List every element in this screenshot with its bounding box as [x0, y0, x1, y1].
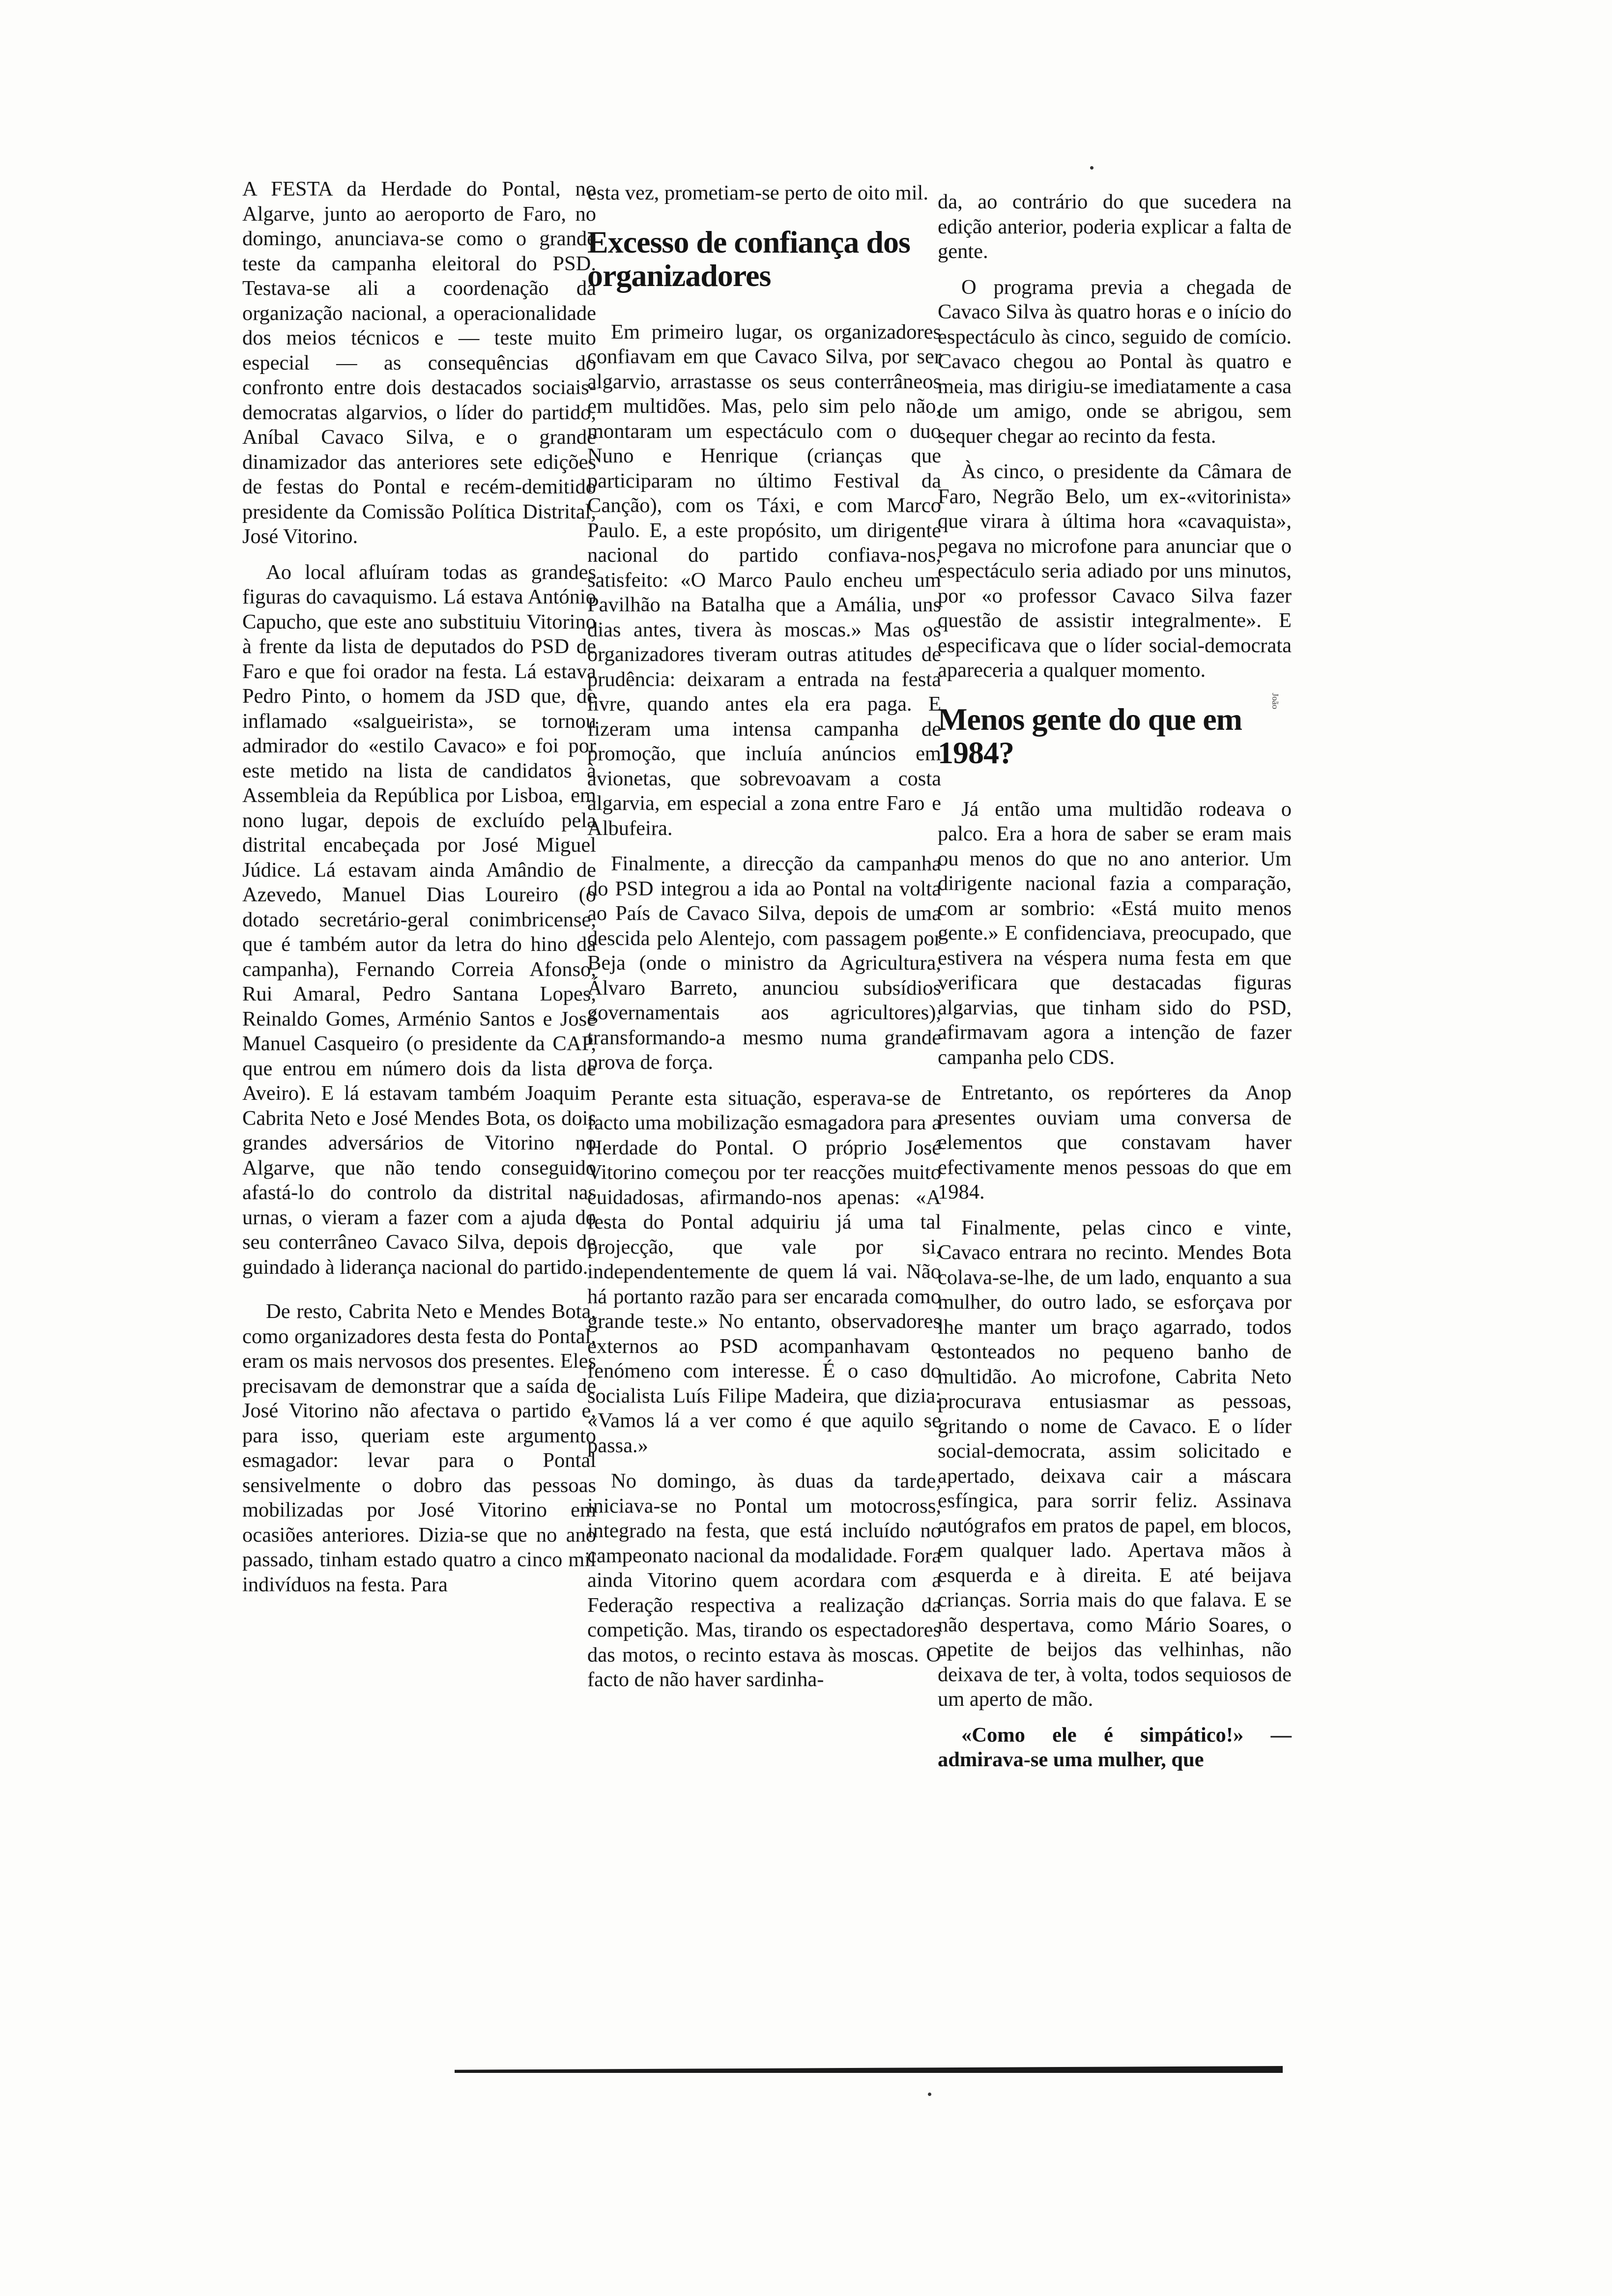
speck: [928, 2093, 931, 2096]
paragraph: Finalmente, pelas cinco e vinte, Cavaco entrara no recinto. Mendes Bota colava-se-lhe, de um lado, enquanto a sua mulher, do outro lado, se esforçava por lhe manter um braço agarrado, todos estonteados no pequeno banho de multidão. Ao microfone, Cabrita Neto procurava entusiasmar as pessoas, gritando o nome de Cavaco. E o líder social-democrata, assim solicitado e apertado, deixava cair a máscara esfíngica, para sorrir feliz. Assinava autógrafos em pratos de papel, em blocos, em qualquer lado. Apertava mãos à esquerda e à direita. E até beijava crianças. Sorria mais do que falava. E se não despertava, como Mário Soares, o apetite de beijos das velhinhas, não deixava de ter, à volta, todos sequiosos de um aperto de mão.: [938, 1216, 1292, 1711]
end-rule: [455, 2066, 1283, 2073]
paragraph: A FESTA da Herdade do Pontal, no Algarve, junto ao aeroporto de Faro, no domingo, anunciava-se como o grande teste da campanha eleitoral do PSD. Testava-se ali a coordenação da organização nacional, a operacionalidade dos meios técnicos e — teste muito especial — as consequências do confronto entre dois destacados sociais-democratas algarvios, o líder do partido, Aníbal Cavaco Silva, e o grande dinamizador das anteriores sete edições de festas do Pontal e recém-demitido presidente da Comissão Política Distrital, José Vitorino.: [242, 177, 596, 548]
section-heading: Menos gente do que em 1984?: [938, 701, 1242, 770]
paragraph: Às cinco, o presidente da Câmara de Faro, Negrão Belo, um ex-«vitorinista» que virara à última hora «cavaquista», pegava no microfone para anunciar que o espectáculo seria adiado por uns minutos, por «o professor Cavaco Silva fazer questão de assistir integralmente». E especificava que o líder social-democrata apareceria a qualquer momento.: [938, 460, 1292, 682]
paragraph: da, ao contrário do que sucedera na edição anterior, poderia explicar a falta de gente.: [938, 190, 1292, 263]
paragraph: Perante esta situação, esperava-se de facto uma mobilização esmagadora para a Herdade do Pontal. O próprio José Vitorino começou por ter reacções muito cuidadosas, afirmando-nos apenas: «A festa do Pontal adquiriu já uma tal projecção, que vale por si, independentemente de quem lá vai. Não há portanto razão para ser encarada como grande teste.» No entanto, observadores externos ao PSD acompanhavam o fenómeno com interesse. É o caso do socialista Luís Filipe Madeira, que dizia: «Vamos lá a ver como é que aquilo se passa.»: [587, 1086, 941, 1457]
paragraph: Entretanto, os repórteres da Anop presentes ouviam uma conversa de elementos que constavam haver efectivamente menos pessoas do que em 1984.: [938, 1081, 1292, 1204]
paragraph: Em primeiro lugar, os organizadores confiavam em que Cavaco Silva, por ser algarvio, arrastasse os seus conterrâneos em multidões. Mas, pelo sim pelo não, montaram um espectáculo com o duo Nuno e Henrique (crianças que participaram no último Festival da Canção), com os Táxi, e com Marco Paulo. E, a este propósito, um dirigente nacional do partido confiava-nos, satisfeito: «O Marco Paulo encheu um Pavilhão na Batalha que a Amália, uns dias antes, tivera às moscas.» Mas os organizadores tiveram outras atitudes de prudência: deixaram a entrada na festa livre, quando antes ela era paga. E fizeram uma intensa campanha de promoção, que incluía anúncios em avionetas, que sobrevoavam a costa algarvia, em especial a zona entre Faro e Albufeira.: [587, 320, 941, 840]
paragraph: De resto, Cabrita Neto e Mendes Bota, como organizadores desta festa do Pontal, eram os mais nervosos dos presentes. Eles precisavam de demonstrar que a saída de José Vitorino não afectava o partido e, para isso, queriam este argumento esmagador: levar para o Pontal sensivelmente o dobro das pessoas mobilizadas por José Vitorino em ocasiões anteriores. Dizia-se que no ano passado, tinham estado quatro a cinco mil indivíduos na festa. Para: [242, 1300, 596, 1596]
paragraph: Finalmente, a direcção da campanha do PSD integrou a ida ao Pontal na volta ao País de Cavaco Silva, depois de uma descida pelo Alentejo, com passagem por Beja (onde o ministro da Agricultura, Álvaro Barreto, anunciou subsídios governamentais aos agricultores), transformando-a mesmo numa grande prova de força.: [587, 852, 941, 1074]
margin-mark: João: [1270, 693, 1280, 709]
speck: [1090, 166, 1094, 170]
column-1: [242, 177, 596, 1608]
paragraph: Já então uma multidão rodeava o palco. Era a hora de saber se eram mais ou menos do que no ano anterior. Um dirigente nacional fazia a comparação, com ar sombrio: «Está muito menos gente.» E confidenciava, preocupado, que estivera na véspera numa festa em que verificara que destacadas figuras algarvias, que tinham sido do PSD, afirmavam agora a intenção de fazer campanha pelo CDS.: [938, 797, 1292, 1069]
paragraph: Ao local afluíram todas as grandes figuras do cavaquismo. Lá estava António Capucho, que este ano substituiu Vitorino à frente da lista de deputados do PSD de Faro e que foi orador na festa. Lá estava Pedro Pinto, o homem da JSD que, de inflamado «salgueirista», se tornou admirador do «estilo Cavaco» e foi por este metido na lista de candidatos à Assembleia da República por Lisboa, em nono lugar, depois de excluído pela distrital encabeçada por José Miguel Júdice. Lá estavam ainda Amândio de Azevedo, Manuel Dias Loureiro (o dotado secretário-geral conimbricense, que é também autor da letra do hino da campanha), Fernando Correia Afonso, Rui Amaral, Pedro Santana Lopes, Reinaldo Gomes, Arménio Santos e José Manuel Casqueiro (o presidente da CAP, que entrou em número dois da lista de Aveiro). E lá estavam também Joaquim Cabrita Neto e José Mendes Bota, os dois grandes adversários de Vitorino no Algarve, que não tendo conseguido afastá-lo do controlo da distrital nas urnas, o vieram a fazer com a ajuda do seu conterrâneo Cavaco Silva, depois de guindado à liderança nacional do partido.: [242, 560, 596, 1279]
column-3: [938, 190, 1292, 1783]
paragraph: esta vez, prometiam-se perto de oito mil.: [587, 181, 928, 204]
column-2: [587, 181, 941, 1703]
section-heading: Excesso de confiança dos organizadores: [587, 224, 910, 293]
paragraph: O programa previa a chegada de Cavaco Silva às quatro horas e o início do espectáculo às cinco, seguido de comício. Cavaco chegou ao Pontal às quatro e meia, mas dirigiu-se imediatamente a casa de um amigo, onde se abrigou, sem sequer chegar ao recinto da festa.: [938, 275, 1292, 448]
paragraph: No domingo, às duas da tarde, iniciava-se no Pontal um motocross, integrado na festa, que está incluído no campeonato nacional da modalidade. Fora ainda Vitorino quem acordara com a Federação respectiva a realização da competição. Mas, tirando os espectadores das motos, o recinto estava às moscas. O facto de não haver sardinha-: [587, 1469, 941, 1691]
paragraph: «Como ele é simpático!» — admirava-se uma mulher, que: [938, 1723, 1292, 1771]
